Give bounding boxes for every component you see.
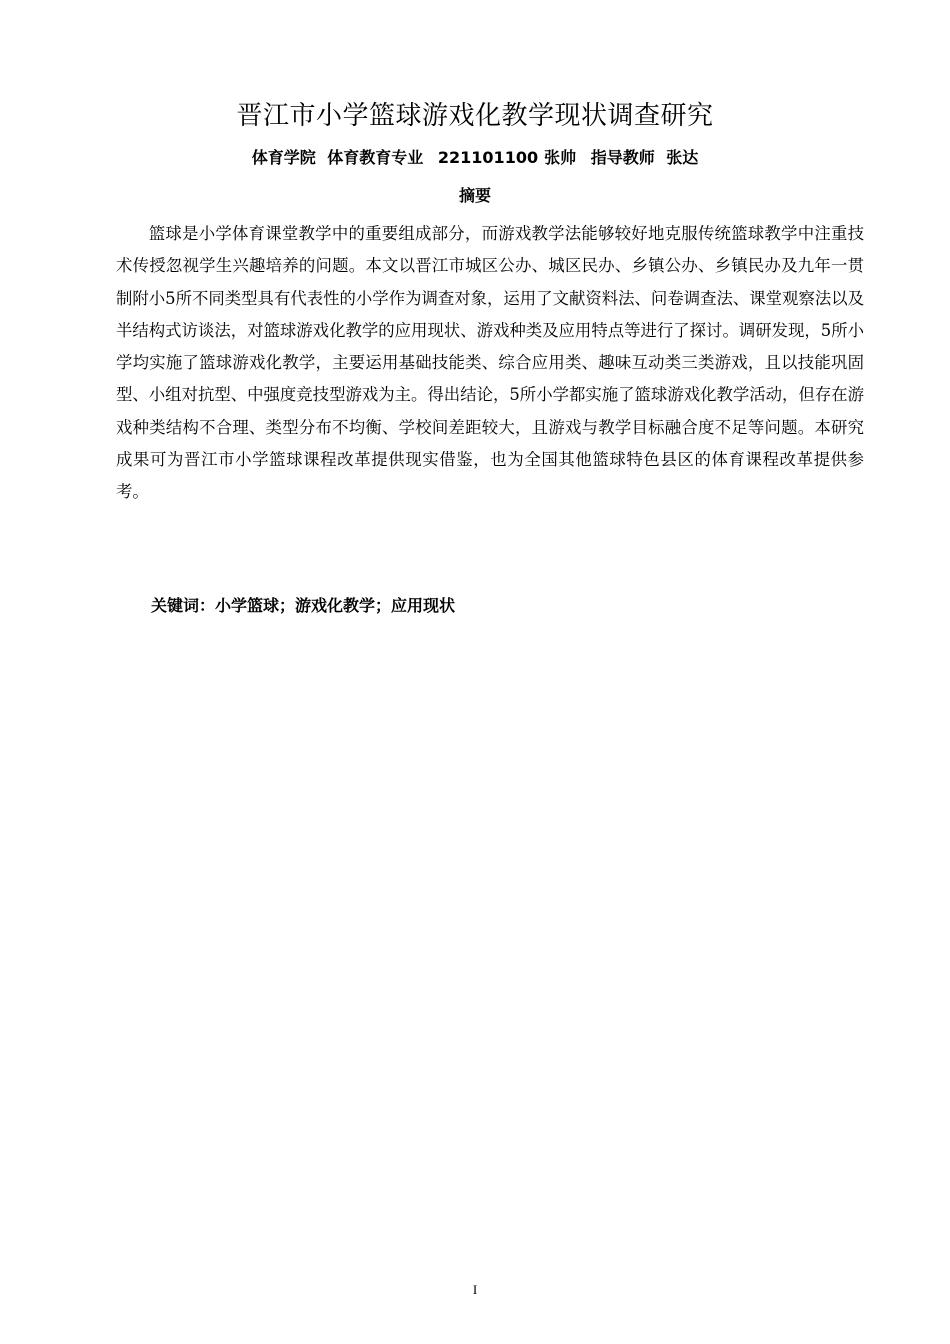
keywords-line: 关键词：小学篮球；游戏化教学；应用现状	[151, 596, 456, 615]
student-id: 221101100	[437, 148, 539, 167]
paper-title: 晋江市小学篮球游戏化教学现状调查研究	[236, 101, 714, 131]
abstract-heading: 摘要	[458, 186, 491, 205]
author-line	[0, 145, 950, 171]
advisor-name: 张达	[666, 148, 699, 167]
major-name: 体育教育专业	[327, 148, 424, 167]
advisor-label: 指导教师	[590, 148, 655, 167]
student-name: 张帅	[544, 148, 577, 167]
college-name: 体育学院	[251, 148, 316, 167]
student-info	[435, 148, 579, 167]
page-number: I	[472, 1282, 478, 1297]
abstract-paragraph: 篮球是小学体育课堂教学中的重要组成部分，而游戏教学法能够较好地克服传统篮球教学中注重技术传授忽视学生兴趣培养的问题。本文以晋江市城区公办、城区民办、乡镇公办、乡镇民办及九年一贯制附小5所不同类型具有代表性的小学作为调查对象，运用了文献资料法、问卷调查法、课堂观察法以及半结构式访谈法，对篮球游戏化教学的应用现状、游戏种类及应用特点等进行了探讨。调研发现，5所小学均实施了篮球游戏化教学，主要运用基础技能类、综合应用类、趣味互动类三类游戏，且以技能巩固型、小组对抗型、中强度竞技型游戏为主。得出结论，5所小学都实施了篮球游戏化教学活动，但存在游戏种类结构不合理、类型分布不均衡、学校间差距较大，且游戏与教学目标融合度不足等问题。本研究成果可为晋江市小学篮球课程改革提供现实借鉴，也为全国其他篮球特色县区的体育课程改革提供参考。	[116, 224, 865, 502]
